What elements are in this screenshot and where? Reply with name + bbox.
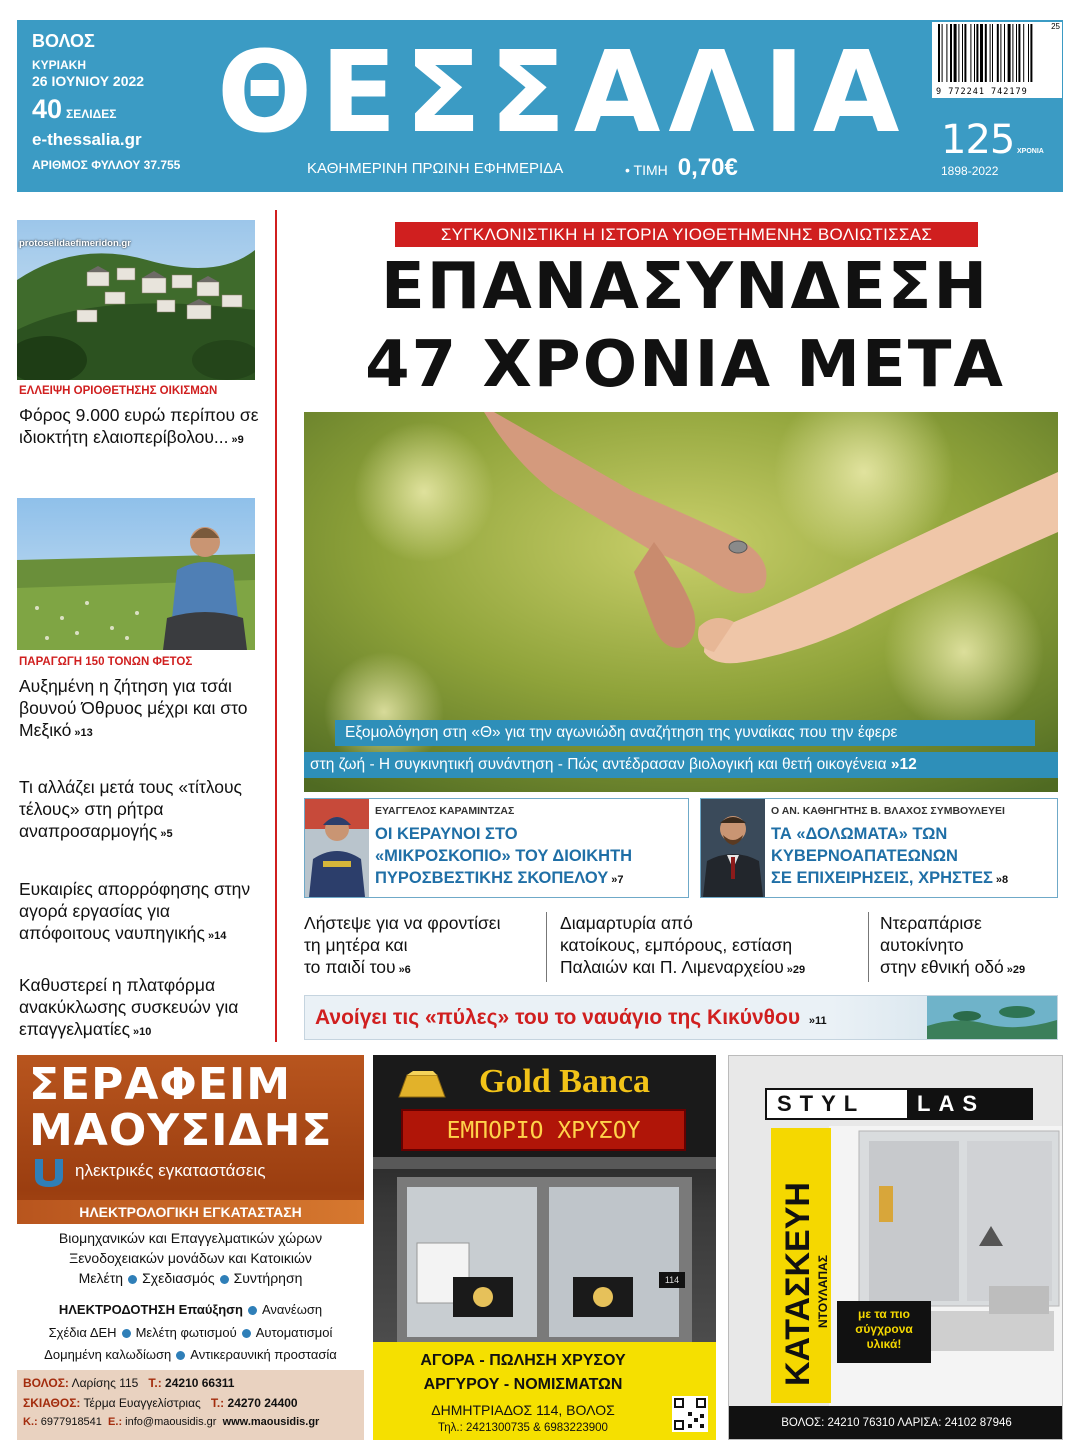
ad3-bubble: με τα πιο σύγχρονα υλικά! bbox=[837, 1301, 931, 1363]
ad1-name-line1: ΣΕΡΑΦΕΙΜ bbox=[29, 1059, 292, 1110]
shipwreck-story-text bbox=[315, 1006, 827, 1030]
ad-maousidis[interactable] bbox=[17, 1055, 364, 1440]
ad1-line4 bbox=[17, 1302, 364, 1317]
ad-styllas[interactable] bbox=[728, 1055, 1063, 1440]
ad1-contact3-label: Κ.: bbox=[23, 1416, 38, 1428]
sub-story-1-line1: ΟΙ ΚΕΡΑΥΝΟΙ ΣΤΟ bbox=[375, 825, 518, 843]
anniversary-word: ΧΡΟΝΙΑ bbox=[1017, 148, 1044, 155]
ad1-line5c: Αυτοματισμοί bbox=[255, 1325, 333, 1340]
bullet-icon bbox=[128, 1275, 137, 1284]
bullet-icon bbox=[176, 1351, 185, 1360]
sub-story-2-page: »8 bbox=[995, 874, 1009, 886]
barcode bbox=[932, 22, 1062, 98]
ad2-shopfront bbox=[373, 1157, 716, 1342]
brief-3[interactable] bbox=[880, 912, 1060, 981]
brief-1[interactable] bbox=[304, 912, 544, 981]
price bbox=[625, 154, 738, 182]
brief-2-line1: Διαμαρτυρία από bbox=[560, 913, 693, 933]
ad1-line3c: Συντήρηση bbox=[233, 1270, 303, 1286]
ad3-footer: ΒΟΛΟΣ: 24210 76310 ΛΑΡΙΣΑ: 24102 87946 bbox=[729, 1406, 1063, 1440]
ad1-line5a: Σχέδια ΔΕΗ bbox=[48, 1325, 117, 1340]
anniversary-years: 1898-2022 bbox=[941, 164, 999, 178]
ad1-band: ΗΛΕΚΤΡΟΛΟΓΙΚΗ ΕΓΚΑΤΑΣΤΑΣΗ bbox=[17, 1200, 364, 1224]
sub-story-2-line2: ΚΥΒΕΡΝΟΑΠΑΤΕΩΝΩΝ bbox=[771, 847, 958, 865]
tagline: ΚΑΘΗΜΕΡΙΝΗ ΠΡΩΙΝΗ ΕΦΗΜΕΡΙΔΑ bbox=[307, 160, 564, 177]
ad1-contact1-tel: 24210 66311 bbox=[165, 1376, 235, 1390]
barcode-bars-icon bbox=[938, 24, 1054, 82]
left-story-5-headline[interactable] bbox=[19, 974, 259, 1043]
anniversary-number: 125 bbox=[941, 117, 1015, 163]
sub-story-2-line1: ΤΑ «ΔΟΛΩΜΑΤΑ» ΤΩΝ bbox=[771, 825, 948, 843]
newspaper-logo: ΘΕΣΣΑΛΙΑ bbox=[217, 28, 908, 158]
sub-story-1-line2: «ΜΙΚΡΟΣΚΟΠΙΟ» ΤΟΥ ΔΙΟΙΚΗΤΗ bbox=[375, 847, 633, 865]
ad1-line6a: Δομημένη καλωδίωση bbox=[44, 1347, 172, 1362]
ad1-line2: Ξενοδοχειακών μονάδων και Κατοικιών bbox=[69, 1250, 312, 1266]
left-story-4-headline[interactable] bbox=[19, 878, 259, 947]
left-story-3-page: »5 bbox=[160, 828, 173, 840]
ad1-contact1-tel-label: Τ.: bbox=[148, 1376, 162, 1390]
website-link[interactable]: e-thessalia.gr bbox=[32, 130, 142, 149]
brief-2-line2: κατοίκους, εμπόρους, εστίαση bbox=[560, 935, 793, 955]
ad3-vertical-text bbox=[771, 1128, 831, 1403]
price-value: 0,70€ bbox=[677, 154, 738, 181]
anniversary-badge bbox=[941, 117, 1044, 178]
ad1-line4a: ΗΛΕΚΤΡΟΔΟΤΗΣΗ Επαύξηση bbox=[58, 1302, 243, 1317]
barcode-number: 9 772241 742179 bbox=[936, 87, 1028, 97]
ad1-line6 bbox=[17, 1347, 364, 1362]
ad1-contact3-mobile: 6977918541 bbox=[40, 1416, 102, 1428]
left-story-5-text: Καθυστερεί η πλατφόρμα ανακύκλωσης συσκευών για επαγγελματίες bbox=[19, 975, 239, 1039]
brief-1-line1: Λήστεψε για να φροντίσει bbox=[304, 913, 501, 933]
page-count bbox=[32, 96, 180, 123]
issue-number: ΑΡΙΘΜΟΣ ΦΥΛΛΟΥ 37.755 bbox=[32, 158, 181, 172]
weekday: ΚΥΡΙΑΚΗ bbox=[32, 58, 87, 72]
masthead bbox=[17, 20, 1063, 192]
ad1-line3a: Μελέτη bbox=[78, 1270, 124, 1286]
ad1-line4b: Ανανέωση bbox=[261, 1302, 323, 1317]
ad1-contact1-addr: Λαρίσης 115 bbox=[71, 1376, 139, 1390]
shipwreck-story-headline: Ανοίγει τις «πύλες» του το ναυάγιο της Κικύνθου bbox=[315, 1006, 801, 1029]
sub-story-1-page: »7 bbox=[611, 874, 624, 886]
sub-story-1-kicker: ΕΥΑΓΓΕΛΟΣ ΚΑΡΑΜΙΝΤΖΑΣ bbox=[375, 805, 515, 817]
ad1-contact3-web: www.maousidis.gr bbox=[222, 1416, 320, 1428]
ad1-line5b: Μελέτη φωτισμού bbox=[135, 1325, 237, 1340]
brief-divider-1 bbox=[546, 912, 547, 982]
bullet-icon bbox=[122, 1329, 131, 1338]
sub-story-2-line3: ΣΕ ΕΠΙΧΕΙΡΗΣΕΙΣ, ΧΡΗΣΤΕΣ bbox=[771, 869, 993, 887]
main-headline-line1: ΕΠΑΝΑΣΥΝΔΕΣΗ bbox=[380, 250, 990, 324]
brief-3-line2: αυτοκίνητο bbox=[880, 935, 964, 955]
sub-story-1-line3-wrap bbox=[375, 867, 695, 891]
ad3-brand-b: LAS bbox=[907, 1090, 1031, 1118]
brief-2-page: »29 bbox=[786, 964, 806, 976]
ad2-door-number: 114 bbox=[659, 1272, 685, 1288]
ad1-contact-volos bbox=[23, 1376, 234, 1390]
seabed-image bbox=[927, 996, 1057, 1040]
brief-1-line2: τη μητέρα και bbox=[304, 935, 408, 955]
sub-story-2-kicker: Ο ΑΝ. ΚΑΘΗΓΗΤΗΣ Β. ΒΛΑΧΟΣ ΣΥΜΒΟΥΛΕΥΕΙ bbox=[771, 805, 1005, 817]
ad2-title: Gold Banca bbox=[479, 1063, 650, 1100]
tea-field-photo bbox=[17, 498, 255, 650]
ad2-led-sign: ΕΜΠΟΡΙΟ ΧΡΥΣΟΥ bbox=[401, 1109, 686, 1151]
brief-3-line3-wrap bbox=[880, 956, 1060, 981]
sub-story-2-photo bbox=[701, 799, 765, 897]
sub-story-2-headline bbox=[771, 823, 1080, 891]
ad1-subtitle: ηλεκτρικές εγκαταστάσεις bbox=[75, 1161, 266, 1180]
ad1-contact2-label: ΣΚΙΑΘΟΣ: bbox=[23, 1396, 81, 1410]
ad2-info-panel bbox=[373, 1342, 716, 1440]
left-story-1-headline[interactable] bbox=[19, 404, 259, 451]
qr-code-icon[interactable] bbox=[672, 1396, 708, 1432]
ad1-logo-icon bbox=[31, 1155, 67, 1191]
ad1-line3b: Σχεδιασμός bbox=[142, 1270, 215, 1286]
ad2-line1: ΑΓΟΡΑ - ΠΩΛΗΣΗ ΧΡΥΣΟΥ bbox=[420, 1352, 626, 1369]
ad1-name-line2: ΜΑΟΥΣΙΔΗΣ bbox=[29, 1105, 333, 1156]
ad2-line2: ΑΡΓΥΡΟΥ - ΝΟΜΙΣΜΑΤΩΝ bbox=[423, 1376, 623, 1393]
ad1-line1: Βιομηχανικών και Επαγγελματικών χώρων bbox=[58, 1230, 323, 1246]
brief-2[interactable] bbox=[560, 912, 860, 981]
sub-story-1[interactable] bbox=[304, 798, 689, 898]
main-caption-line2-text: στη ζωή - Η συγκινητική συνάντηση - Πώς αντέδρασαν βιολογική και θετή οικογένεια bbox=[310, 756, 887, 773]
left-story-3-text: Τι αλλάζει μετά τους «τίτλους τέλους» στη ρήτρα αναπροσαρμογής bbox=[19, 777, 242, 841]
ad1-line3 bbox=[17, 1270, 364, 1286]
sub-story-1-photo bbox=[305, 799, 369, 897]
tea-field-image bbox=[17, 498, 255, 650]
main-caption-line2[interactable] bbox=[304, 752, 1058, 778]
bullet-icon bbox=[248, 1306, 257, 1315]
city: ΒΟΛΟΣ bbox=[32, 31, 95, 51]
left-story-4-text: Ευκαιρίες απορρόφησης στην αγορά εργασίας για απόφοιτους ναυπηγικής bbox=[19, 879, 251, 943]
left-story-1-page: »9 bbox=[231, 434, 244, 446]
ad1-line5 bbox=[17, 1325, 364, 1340]
shipwreck-story-page: »11 bbox=[808, 1015, 827, 1027]
ad3-vertical-big: ΚΑΤΑΣΚΕΥΗ bbox=[779, 1182, 817, 1386]
professor-portrait bbox=[701, 799, 765, 897]
left-story-2-text: Αυξημένη η ζήτηση για τσάι βουνού Όθρυος μέχρι και στο Μεξικό bbox=[19, 676, 248, 740]
ad1-line6b: Αντικεραυνική προστασία bbox=[190, 1347, 337, 1362]
shopfront-image bbox=[373, 1157, 716, 1342]
ad1-contact2-tel-label: Τ.: bbox=[210, 1396, 225, 1410]
main-headline-line2: 47 ΧΡΟΝΙΑ ΜΕΤΑ bbox=[365, 328, 1005, 402]
page-count-number: 40 bbox=[32, 94, 63, 124]
ad1-contact1-label: ΒΟΛΟΣ: bbox=[23, 1376, 69, 1390]
ad3-brand-a: STYL bbox=[777, 1091, 866, 1116]
ad1-contact2-tel: 24270 24400 bbox=[227, 1396, 298, 1410]
ad3-brand bbox=[765, 1088, 1033, 1120]
brief-2-line3-wrap bbox=[560, 956, 860, 981]
left-story-5-page: »10 bbox=[133, 1026, 152, 1038]
brief-3-page: »29 bbox=[1006, 964, 1026, 976]
price-label: • ΤΙΜΗ bbox=[625, 162, 668, 178]
left-story-2-kicker: ΠΑΡΑΓΩΓΗ 150 ΤΟΝΩΝ ΦΕΤΟΣ bbox=[19, 656, 193, 668]
ad2-address: ΔΗΜΗΤΡΙΑΔΟΣ 114, ΒΟΛΟΣ bbox=[431, 1402, 615, 1418]
barcode-issue: 25 bbox=[1051, 22, 1060, 31]
left-story-2-page: »13 bbox=[74, 727, 93, 739]
page-count-label: ΣΕΛΙΔΕΣ bbox=[66, 107, 117, 121]
firefighter-portrait bbox=[305, 799, 369, 897]
brief-1-page: »6 bbox=[398, 964, 411, 976]
brief-3-line1: Ντεραπάρισε bbox=[880, 913, 982, 933]
brief-1-line3: το παιδί του bbox=[304, 957, 396, 977]
main-caption-line1: Εξομολόγηση στη «Θ» για την αγωνιώδη αναζήτηση της γυναίκας που την έφερε bbox=[335, 720, 1035, 746]
left-story-3-headline[interactable] bbox=[19, 776, 259, 845]
main-story-page: »12 bbox=[890, 756, 917, 773]
brief-1-line3-wrap bbox=[304, 956, 544, 981]
sub-story-2-line3-wrap bbox=[771, 867, 1080, 891]
ad1-contacts bbox=[17, 1370, 364, 1440]
ad2-phone: Τηλ.: 2421300735 & 6983223900 bbox=[438, 1422, 608, 1434]
ad1-contact3-email-label: Ε.: bbox=[108, 1416, 123, 1428]
left-story-4-page: »14 bbox=[207, 930, 227, 942]
masthead-info bbox=[32, 32, 180, 171]
sub-story-1-line3: ΠΥΡΟΣΒΕΣΤΙΚΗΣ ΣΚΟΠΕΛΟΥ bbox=[375, 869, 609, 887]
main-headline[interactable] bbox=[300, 248, 1070, 404]
left-story-1-text: Φόρος 9.000 ευρώ περίπου σε ιδιοκτήτη ελαιοπερίβολου... bbox=[19, 405, 259, 447]
ad-goldbanca[interactable] bbox=[373, 1055, 716, 1440]
brief-3-line3: στην εθνική οδό bbox=[880, 957, 1004, 977]
left-story-2-headline[interactable] bbox=[19, 675, 259, 744]
column-divider bbox=[275, 210, 277, 1042]
issue-date: 26 ΙΟΥΝΙΟΥ 2022 bbox=[32, 73, 145, 89]
main-kicker: ΣΥΓΚΛΟΝΙΣΤΙΚΗ Η ΙΣΤΟΡΙΑ ΥΙΟΘΕΤΗΜΕΝΗΣ ΒΟΛΙΩΤΙΣΣΑΣ bbox=[395, 222, 978, 247]
brief-divider-2 bbox=[868, 912, 869, 982]
brief-2-line3: Παλαιών και Π. Λιμεναρχείου bbox=[560, 957, 784, 977]
sub-story-2[interactable] bbox=[700, 798, 1058, 898]
sub-story-1-headline bbox=[375, 823, 695, 891]
ad1-contact3-email: info@maousidis.gr bbox=[125, 1416, 217, 1428]
left-story-1-kicker: ΕΛΛΕΙΨΗ ΟΡΙΟΘΕΤΗΣΗΣ ΟΙΚΙΣΜΩΝ bbox=[19, 385, 218, 397]
ad3-vertical-small: ΝΤΟΥΛΑΠΑΣ bbox=[816, 1255, 830, 1328]
watermark: protoselidaefimeridon.gr bbox=[19, 238, 131, 249]
ad1-contact2-addr: Τέρμα Ευαγγελίστριας bbox=[83, 1396, 201, 1410]
ad1-contact-online bbox=[23, 1416, 319, 1428]
shipwreck-story-bar[interactable] bbox=[304, 995, 1058, 1040]
ad1-contact-skiathos bbox=[23, 1396, 298, 1410]
bullet-icon bbox=[242, 1329, 251, 1338]
bullet-icon bbox=[220, 1275, 229, 1284]
